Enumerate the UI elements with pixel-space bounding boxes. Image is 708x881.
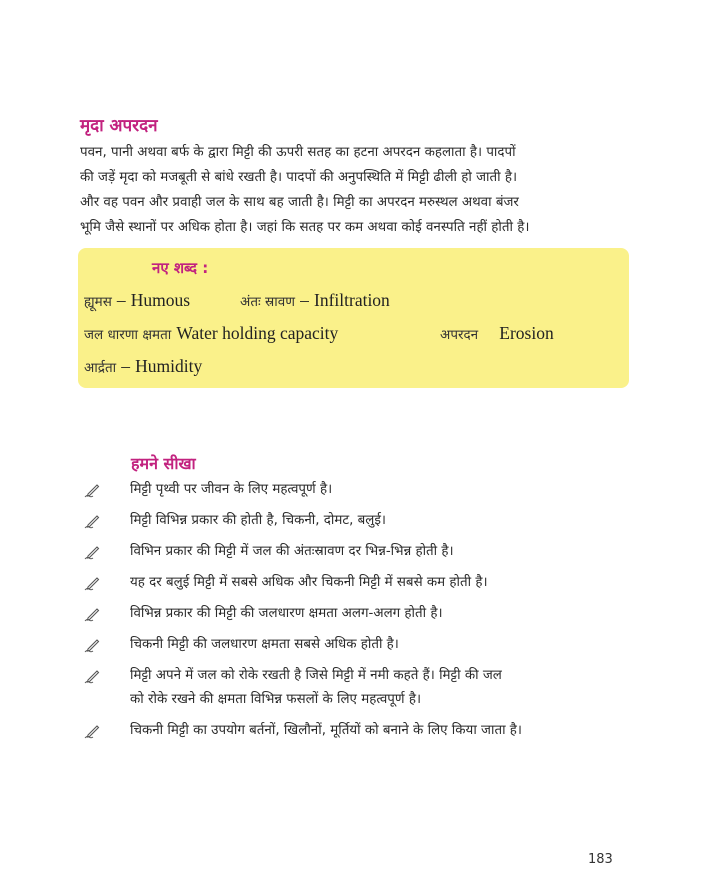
term-erosion	[440, 323, 554, 344]
term-humidity	[84, 356, 202, 377]
paragraph-line: और वह पवन और प्रवाही जल के साथ बह जाती है। मिट्टी का अपरदन मरुस्थल अथवा बंजर	[80, 195, 519, 210]
pencil-writing-icon	[84, 637, 100, 653]
pencil-writing-icon	[84, 575, 100, 591]
list-item-text: विभिन प्रकार की मिट्टी में जल की अंतःस्रावण दर भिन्न-भिन्न होती है।	[130, 544, 454, 559]
pencil-writing-icon	[84, 668, 100, 684]
section-heading-soil-erosion: मृदा अपरदन	[80, 116, 158, 136]
paragraph-line: की जड़ें मृदा को मजबूती से बांधे रखती है। पादपों की अनुपस्थिति में मिट्टी ढीली हो जाती है।	[80, 170, 518, 185]
list-item-text: को रोके रखने की क्षमता विभिन्न फसलों के लिए महत्वपूर्ण है।	[130, 692, 422, 707]
section-heading-we-learned: हमने सीखा	[131, 454, 196, 473]
list-item	[84, 509, 644, 533]
learned-list	[84, 478, 644, 743]
list-item-text: यह दर बलुई मिट्टी में सबसे अधिक और चिकनी मिट्टी में सबसे कम होती है।	[130, 575, 488, 590]
pencil-writing-icon	[84, 723, 100, 739]
page-number: 183	[588, 852, 613, 867]
list-item	[84, 633, 644, 657]
list-item-text: चिकनी मिट्टी की जलधारण क्षमता सबसे अधिक होती है।	[130, 637, 399, 652]
term-hindi: जल धारणा क्षमता	[84, 327, 172, 343]
new-words-title: नए शब्द :	[152, 259, 209, 277]
term-water-holding-capacity	[84, 323, 338, 344]
term-separator: –	[300, 290, 309, 310]
list-item	[84, 571, 644, 595]
list-item	[84, 602, 644, 626]
term-english: Humous	[130, 290, 191, 310]
new-words-box	[78, 248, 629, 388]
term-hindi: अंतः स्रावण	[240, 294, 296, 310]
list-item	[84, 540, 644, 564]
list-item	[84, 478, 644, 502]
term-english: Water holding capacity	[176, 323, 339, 343]
list-item-text: मिट्टी विभिन्न प्रकार की होती है, चिकनी, दोमट, बलुई।	[130, 513, 386, 528]
pencil-writing-icon	[84, 482, 100, 498]
pencil-writing-icon	[84, 544, 100, 560]
term-infiltration	[240, 290, 390, 311]
term-english: Erosion	[499, 323, 554, 343]
term-separator: –	[116, 290, 126, 310]
list-item-text: मिट्टी पृथ्वी पर जीवन के लिए महत्वपूर्ण है।	[130, 482, 333, 497]
pencil-writing-icon	[84, 513, 100, 529]
term-separator: –	[121, 356, 131, 376]
paragraph-line: पवन, पानी अथवा बर्फ के द्वारा मिट्टी की ऊपरी सतह का हटना अपरदन कहलाता है। पादपों	[80, 145, 516, 160]
list-item-text: चिकनी मिट्टी का उपयोग बर्तनों, खिलौनों, मूर्तियों को बनाने के लिए किया जाता है।	[130, 723, 522, 738]
pencil-writing-icon	[84, 606, 100, 622]
list-item	[84, 664, 644, 712]
paragraph-line: भूमि जैसे स्थानों पर अधिक होता है। जहां कि सतह पर कम अथवा कोई वनस्पति नहीं होती है।	[80, 220, 530, 235]
term-english: Humidity	[135, 356, 203, 376]
term-humous	[84, 290, 190, 311]
term-hindi: ह्यूमस	[84, 294, 112, 310]
list-item	[84, 719, 644, 743]
erosion-paragraph	[80, 140, 640, 240]
term-hindi: अपरदन	[440, 327, 479, 343]
list-item-text: विभिन्न प्रकार की मिट्टी की जलधारण क्षमता अलग-अलग होती है।	[130, 606, 443, 621]
term-hindi: आर्द्रता	[84, 360, 117, 376]
term-english: Infiltration	[314, 290, 390, 310]
list-item-text: मिट्टी अपने में जल को रोके रखती है जिसे मिट्टी में नमी कहते हैं। मिट्टी की जल	[130, 668, 502, 683]
